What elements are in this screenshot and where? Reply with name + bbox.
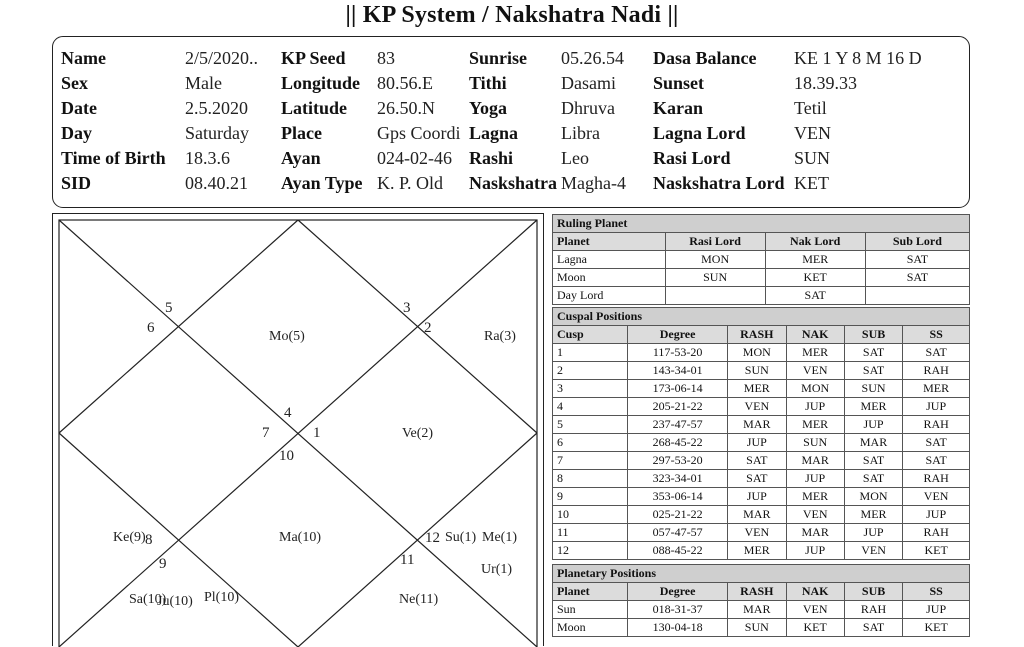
info-label: Naskshatra <box>469 173 558 193</box>
table-cell: MER <box>728 380 786 398</box>
col-header: SS <box>903 326 970 344</box>
col-header: NAK <box>786 326 844 344</box>
table-cell: JUP <box>903 398 970 416</box>
info-value: Libra <box>561 123 600 143</box>
table-cell: SAT <box>903 434 970 452</box>
table-cell: RAH <box>844 601 902 619</box>
table-cell: 025-21-22 <box>628 506 728 524</box>
col-header: SUB <box>844 583 902 601</box>
table-cell: JUP <box>844 416 902 434</box>
col-header: Nak Lord <box>765 233 865 251</box>
table-cell: MAR <box>728 416 786 434</box>
table-cell: MAR <box>728 506 786 524</box>
planet-jupiter: Ju(10) <box>157 594 193 609</box>
table-cell <box>665 287 765 305</box>
col-header: Cusp <box>553 326 628 344</box>
table-cell: Moon <box>553 619 628 637</box>
planet-mercury: Me(1) <box>482 530 517 545</box>
table-cell: JUP <box>844 524 902 542</box>
table-cell: 353-06-14 <box>628 488 728 506</box>
planet-pluto: Pl(10) <box>204 590 239 605</box>
info-label: Karan <box>653 98 704 118</box>
table-cell: SAT <box>728 452 786 470</box>
table-cell: 143-34-01 <box>628 362 728 380</box>
table-cell: 018-31-37 <box>628 601 728 619</box>
info-value: 024-02-46 <box>377 148 452 168</box>
table-cell: KET <box>903 619 970 637</box>
table-cell: Sun <box>553 601 628 619</box>
info-value: 05.26.54 <box>561 48 624 68</box>
col-header: Planet <box>553 583 628 601</box>
ruling-planet-table <box>552 214 970 305</box>
info-label: Time of Birth <box>61 148 166 168</box>
info-label: Yoga <box>469 98 508 118</box>
table-cell: SAT <box>844 344 902 362</box>
table-cell: MER <box>844 506 902 524</box>
info-label: Rashi <box>469 148 514 168</box>
info-row <box>53 148 969 173</box>
info-row <box>53 173 969 198</box>
table-cell: 8 <box>553 470 628 488</box>
table-cell: 130-04-18 <box>628 619 728 637</box>
table-cell: VEN <box>728 524 786 542</box>
table-row <box>553 524 970 542</box>
ruling-planet-heading: Ruling Planet <box>553 215 970 233</box>
table-cell: 2 <box>553 362 628 380</box>
info-value: 08.40.21 <box>185 173 248 193</box>
info-label: Place <box>281 123 322 143</box>
table-cell: 297-53-20 <box>628 452 728 470</box>
table-cell: MAR <box>728 601 786 619</box>
info-value: Leo <box>561 148 589 168</box>
planet-venus: Ve(2) <box>402 426 434 441</box>
table-cell: 3 <box>553 380 628 398</box>
info-label: Latitude <box>281 98 348 118</box>
chart-lines <box>53 214 545 647</box>
table-cell: Lagna <box>553 251 666 269</box>
info-label: Ayan Type <box>281 173 363 193</box>
info-label: Tithi <box>469 73 507 93</box>
table-cell: JUP <box>728 434 786 452</box>
table-cell: VEN <box>786 362 844 380</box>
table-cell: MAR <box>786 524 844 542</box>
col-header: SS <box>903 583 970 601</box>
table-cell: 6 <box>553 434 628 452</box>
planet-neptune: Ne(11) <box>399 592 439 607</box>
house-number-5: 5 <box>165 300 173 316</box>
planetary-positions-section <box>552 564 970 637</box>
info-row <box>53 123 969 148</box>
table-cell: 4 <box>553 398 628 416</box>
table-cell: 323-34-01 <box>628 470 728 488</box>
page-title: || KP System / Nakshatra Nadi || <box>345 2 679 28</box>
table-cell: SUN <box>786 434 844 452</box>
info-value: Saturday <box>185 123 249 143</box>
table-cell: MER <box>786 416 844 434</box>
house-number-12: 12 <box>425 530 440 546</box>
table-cell: MER <box>765 251 865 269</box>
planet-ketu: Ke(9) <box>113 530 146 545</box>
table-cell: RAH <box>903 416 970 434</box>
planet-uranus: Ur(1) <box>481 562 513 577</box>
table-cell: 088-45-22 <box>628 542 728 560</box>
table-cell: 10 <box>553 506 628 524</box>
table-row <box>553 362 970 380</box>
house-number-3: 3 <box>403 300 411 316</box>
col-header: Rasi Lord <box>665 233 765 251</box>
info-label: Longitude <box>281 73 361 93</box>
table-row <box>553 344 970 362</box>
table-cell: 268-45-22 <box>628 434 728 452</box>
col-header: Degree <box>628 326 728 344</box>
north-indian-chart <box>52 213 544 646</box>
table-cell: SUN <box>844 380 902 398</box>
info-row <box>53 98 969 123</box>
table-cell: KET <box>903 542 970 560</box>
table-cell: 5 <box>553 416 628 434</box>
table-cell: 1 <box>553 344 628 362</box>
info-row <box>53 48 969 73</box>
table-cell: RAH <box>903 524 970 542</box>
info-value: 18.3.6 <box>185 148 230 168</box>
info-value: Dhruva <box>561 98 615 118</box>
info-value: Gps Coordi <box>377 123 461 143</box>
table-cell: 117-53-20 <box>628 344 728 362</box>
info-value: Tetil <box>794 98 827 118</box>
info-value: 18.39.33 <box>794 73 857 93</box>
table-cell: SAT <box>844 619 902 637</box>
table-cell: MAR <box>786 452 844 470</box>
table-cell: VEN <box>786 601 844 619</box>
table-cell: SAT <box>903 452 970 470</box>
info-value: 26.50.N <box>377 98 435 118</box>
info-value: Magha-4 <box>561 173 626 193</box>
table-cell: VEN <box>844 542 902 560</box>
table-cell: JUP <box>903 506 970 524</box>
table-cell: RAH <box>903 470 970 488</box>
planet-saturn: Sa(10) <box>129 592 167 607</box>
info-value: 80.56.E <box>377 73 433 93</box>
info-label: Sunset <box>653 73 705 93</box>
table-cell: 7 <box>553 452 628 470</box>
info-value: Male <box>185 73 222 93</box>
info-label: Day <box>61 123 92 143</box>
table-cell: SAT <box>903 344 970 362</box>
info-label: Naskshatra Lord <box>653 173 785 193</box>
info-label: Sex <box>61 73 88 93</box>
table-cell: VEN <box>786 506 844 524</box>
table-cell: SUN <box>728 619 786 637</box>
table-cell: MON <box>728 344 786 362</box>
planetary-positions-heading: Planetary Positions <box>553 565 970 583</box>
info-label: Lagna Lord <box>653 123 746 143</box>
table-cell: JUP <box>786 542 844 560</box>
house-number-1: 1 <box>313 425 321 441</box>
table-cell: 12 <box>553 542 628 560</box>
info-value: K. P. Old <box>377 173 444 193</box>
table-cell: SAT <box>844 452 902 470</box>
table-cell: 205-21-22 <box>628 398 728 416</box>
table-cell: 237-47-57 <box>628 416 728 434</box>
info-label: Ayan <box>281 148 321 168</box>
col-header: Sub Lord <box>865 233 969 251</box>
table-row <box>553 287 970 305</box>
info-label: Lagna <box>469 123 519 143</box>
table-cell: JUP <box>728 488 786 506</box>
planet-moon: Mo(5) <box>269 329 305 344</box>
cuspal-positions-table <box>552 307 970 560</box>
info-label: Name <box>61 48 106 68</box>
table-row <box>553 506 970 524</box>
house-number-2: 2 <box>424 320 432 336</box>
table-cell: MER <box>786 344 844 362</box>
info-label: SID <box>61 173 92 193</box>
table-row <box>553 619 970 637</box>
table-cell: JUP <box>786 470 844 488</box>
table-cell: 11 <box>553 524 628 542</box>
table-cell: RAH <box>903 362 970 380</box>
table-cell: SAT <box>728 470 786 488</box>
info-row <box>53 73 969 98</box>
ruling-planet-section <box>552 214 970 305</box>
info-value: 2/5/2020.. <box>185 48 259 68</box>
table-cell: MER <box>728 542 786 560</box>
info-value: 2.5.2020 <box>185 98 248 118</box>
table-cell: SAT <box>865 269 969 287</box>
table-cell: 9 <box>553 488 628 506</box>
table-cell: JUP <box>786 398 844 416</box>
table-row <box>553 434 970 452</box>
table-cell: SAT <box>865 251 969 269</box>
table-row <box>553 488 970 506</box>
house-number-11: 11 <box>400 552 415 568</box>
house-number-4: 4 <box>284 405 292 421</box>
planet-sun: Su(1) <box>445 530 477 545</box>
col-header: RASH <box>728 583 786 601</box>
cuspal-positions-heading: Cuspal Positions <box>553 308 970 326</box>
table-row <box>553 542 970 560</box>
table-cell: SAT <box>765 287 865 305</box>
col-header: RASH <box>728 326 786 344</box>
table-cell: VEN <box>903 488 970 506</box>
table-cell <box>865 287 969 305</box>
table-cell: VEN <box>728 398 786 416</box>
table-row <box>553 251 970 269</box>
table-row <box>553 470 970 488</box>
table-cell: MER <box>903 380 970 398</box>
cuspal-positions-section <box>552 307 970 560</box>
info-value: 83 <box>377 48 395 68</box>
house-number-10: 10 <box>279 448 294 464</box>
table-cell: SUN <box>728 362 786 380</box>
house-number-7: 7 <box>262 425 270 441</box>
planet-mars: Ma(10) <box>279 530 321 545</box>
table-row <box>553 398 970 416</box>
table-cell: MON <box>786 380 844 398</box>
table-cell: 173-06-14 <box>628 380 728 398</box>
table-cell: 057-47-57 <box>628 524 728 542</box>
info-label: KP Seed <box>281 48 346 68</box>
planetary-positions-table <box>552 564 970 637</box>
col-header: NAK <box>786 583 844 601</box>
table-cell: MER <box>786 488 844 506</box>
birth-details-panel <box>52 36 970 208</box>
table-cell: MON <box>665 251 765 269</box>
info-label: Rasi Lord <box>653 148 731 168</box>
info-value: VEN <box>794 123 831 143</box>
table-cell: MON <box>844 488 902 506</box>
info-value: Dasami <box>561 73 616 93</box>
table-cell: KET <box>786 619 844 637</box>
table-cell: JUP <box>903 601 970 619</box>
col-header: SUB <box>844 326 902 344</box>
table-cell: Moon <box>553 269 666 287</box>
table-row <box>553 380 970 398</box>
info-value: KE 1 Y 8 M 16 D <box>794 48 922 68</box>
info-label: Sunrise <box>469 48 528 68</box>
table-cell: MAR <box>844 434 902 452</box>
table-row <box>553 601 970 619</box>
col-header: Planet <box>553 233 666 251</box>
planet-rahu: Ra(3) <box>484 329 516 344</box>
info-label: Date <box>61 98 97 118</box>
table-cell: MER <box>844 398 902 416</box>
house-number-6: 6 <box>147 320 155 336</box>
info-value: SUN <box>794 148 831 168</box>
table-row <box>553 269 970 287</box>
table-cell: SAT <box>844 362 902 380</box>
house-number-8: 8 <box>145 532 153 548</box>
table-row <box>553 416 970 434</box>
table-cell: KET <box>765 269 865 287</box>
table-cell: Day Lord <box>553 287 666 305</box>
table-cell: SAT <box>844 470 902 488</box>
info-value: KET <box>794 173 829 193</box>
house-number-9: 9 <box>159 556 167 572</box>
table-cell: SUN <box>665 269 765 287</box>
table-row <box>553 452 970 470</box>
info-label: Dasa Balance <box>653 48 757 68</box>
col-header: Degree <box>628 583 728 601</box>
